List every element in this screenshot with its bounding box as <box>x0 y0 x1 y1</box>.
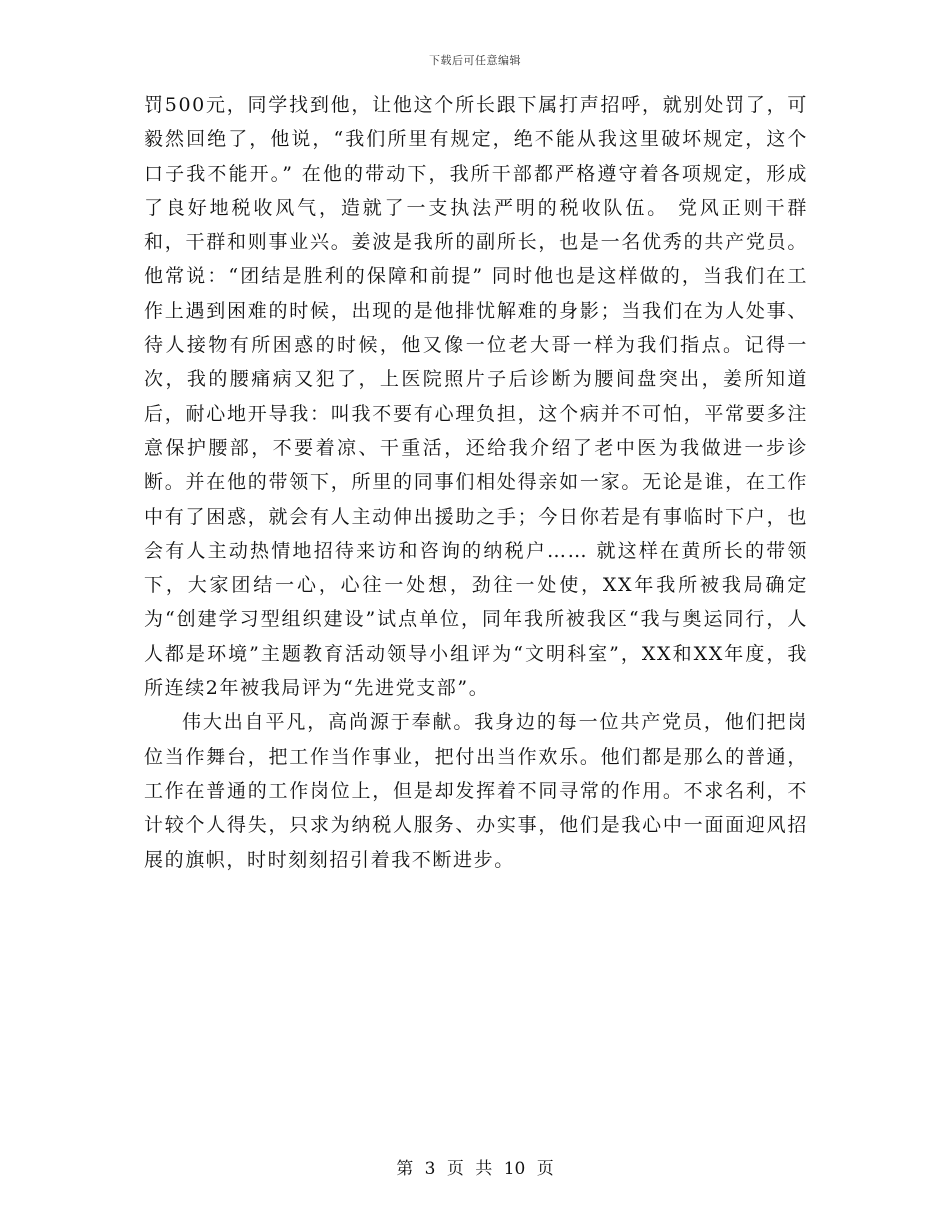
document-body <box>144 88 808 877</box>
page-number: 第 3 页 共 10 页 <box>396 1159 554 1179</box>
page-header-note: 下载后可任意编辑 <box>429 54 521 67</box>
body-paragraph-1: 罚500元，同学找到他，让他这个所长跟下属打声招呼，就别处罚了，可毅然回绝了，他说，“我们所里有规定，绝不能从我这里破坏规定，这个口子我不能开。” 在他的带动下，我所干部都严格遵守着各项规定，形成了良好地税收风气，造就了一支执法严明的税收队伍。 党风正则干群和，干群和则事业兴。姜波是我所的副所长，也是一名优秀的共产党员。他常说：“团结是胜利的保障和前提” 同时他也是这样做的，当我们在工作上遇到困难的时候，出现的是他排忧解难的身影；当我们在为人处事、待人接物有所困惑的时候，他又像一位老大哥一样为我们指点。记得一次，我的腰痛病又犯了，上医院照片子后诊断为腰间盘突出，姜所知道后，耐心地开导我：叫我不要有心理负担，这个病并不可怕，平常要多注意保护腰部，不要着凉、干重活，还给我介绍了老中医为我做进一步诊断。并在他的带领下，所里的同事们相处得亲如一家。无论是谁，在工作中有了困惑，就会有人主动伸出援助之手；今日你若是有事临时下户，也会有人主动热情地招待来访和咨询的纳税户…… 就这样在黄所长的带领下，大家团结一心，心往一处想，劲往一处使，XX年我所被我局确定为“创建学习型组织建设”试点单位，同年我所被我区“我与奥运同行，人人都是环境”主题教育活动领导小组评为“文明科室”，XX和XX年度，我所连续2年被我局评为“先进党支部”。 <box>144 94 808 700</box>
body-paragraph-2: 伟大出自平凡，高尚源于奉献。我身边的每一位共产党员，他们把岗位当作舞台，把工作当作事业，把付出当作欢乐。他们都是那么的普通，工作在普通的工作岗位上，但是却发挥着不同寻常的作用。不求名利，不计较个人得失，只求为纳税人服务、办实事，他们是我心中一面面迎风招展的旗帜，时时刻刻招引着我不断进步。 <box>144 711 808 871</box>
